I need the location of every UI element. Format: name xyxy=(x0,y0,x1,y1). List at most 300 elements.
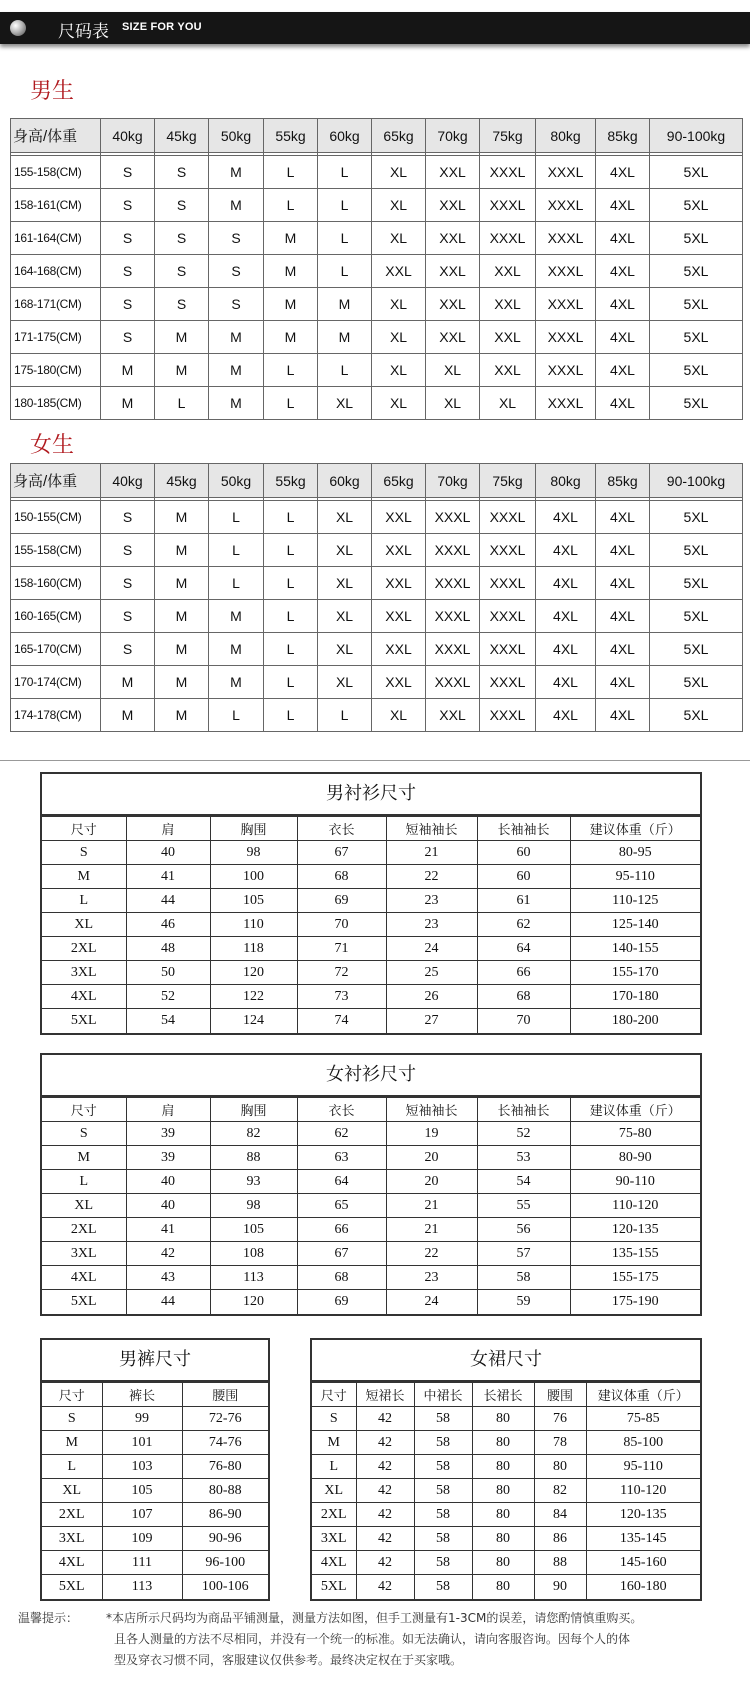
table-cell: 90-110 xyxy=(570,1170,700,1194)
table-cell: 80 xyxy=(472,1407,534,1431)
table-cell: 111 xyxy=(102,1551,182,1575)
table-cell: 80 xyxy=(472,1479,534,1503)
column-header: 尺寸 xyxy=(42,1098,126,1122)
table-cell: XXL xyxy=(372,534,426,567)
table-cell: L xyxy=(312,1455,356,1479)
row-label: 161-164(CM) xyxy=(11,222,101,255)
table-cell: XL xyxy=(42,1479,102,1503)
table-cell: S xyxy=(155,288,209,321)
row-label: 165-170(CM) xyxy=(11,633,101,666)
table-cell: 5XL xyxy=(42,1009,126,1033)
table-cell: 110-120 xyxy=(570,1194,700,1218)
table-cell: 61 xyxy=(477,889,570,913)
table-row xyxy=(42,1242,700,1266)
table-cell: XXXL xyxy=(480,633,536,666)
table-row xyxy=(42,1551,268,1575)
male-size-table xyxy=(10,118,743,420)
table-row xyxy=(11,156,743,189)
table-cell: 42 xyxy=(356,1551,414,1575)
table-row xyxy=(42,985,700,1009)
table-cell: 67 xyxy=(297,1242,386,1266)
table-cell: 5XL xyxy=(650,189,743,222)
table-cell: XXXL xyxy=(536,156,596,189)
table-cell: 80 xyxy=(472,1503,534,1527)
table-cell: 62 xyxy=(477,913,570,937)
table-cell: 170-180 xyxy=(570,985,700,1009)
table-row xyxy=(11,255,743,288)
table-cell: 3XL xyxy=(42,1527,102,1551)
table-cell: 58 xyxy=(477,1266,570,1290)
table-cell: XL xyxy=(372,354,426,387)
table-cell: 5XL xyxy=(650,255,743,288)
table-cell: 160-180 xyxy=(586,1575,700,1599)
column-header: 50kg xyxy=(209,119,264,153)
table-cell: M xyxy=(264,288,318,321)
table-cell: 110-125 xyxy=(570,889,700,913)
column-header: 短裙长 xyxy=(356,1383,414,1407)
table-row xyxy=(42,1503,268,1527)
table-cell: 4XL xyxy=(536,567,596,600)
table-row xyxy=(11,600,743,633)
male-pants-title: 男裤尺寸 xyxy=(42,1340,268,1382)
table-cell: 68 xyxy=(297,865,386,889)
table-row xyxy=(42,1009,700,1033)
table-cell: M xyxy=(42,1431,102,1455)
female-shirt-title: 女衬衫尺寸 xyxy=(42,1055,700,1097)
table-cell: 5XL xyxy=(650,534,743,567)
table-cell: 76-80 xyxy=(182,1455,268,1479)
table-cell: 4XL xyxy=(596,321,650,354)
column-header: 40kg xyxy=(101,464,155,498)
table-cell: 125-140 xyxy=(570,913,700,937)
table-cell: 20 xyxy=(386,1146,477,1170)
table-row xyxy=(42,1407,268,1431)
table-cell: 22 xyxy=(386,865,477,889)
table-row xyxy=(42,1170,700,1194)
table-cell: 66 xyxy=(477,961,570,985)
table-cell: 42 xyxy=(356,1479,414,1503)
table-cell: 107 xyxy=(102,1503,182,1527)
table-cell: 4XL xyxy=(596,354,650,387)
table-cell: XXXL xyxy=(536,189,596,222)
table-row xyxy=(11,387,743,420)
table-cell: 100 xyxy=(210,865,297,889)
table-cell: L xyxy=(318,699,372,732)
row-label: 174-178(CM) xyxy=(11,699,101,732)
column-header: 肩 xyxy=(126,817,210,841)
table-cell: XL xyxy=(42,913,126,937)
table-cell: 95-110 xyxy=(586,1455,700,1479)
table-row xyxy=(11,534,743,567)
column-header: 尺寸 xyxy=(42,817,126,841)
table-cell: XL xyxy=(318,501,372,534)
table-cell: 100-106 xyxy=(182,1575,268,1599)
column-header: 中裙长 xyxy=(414,1383,472,1407)
table-cell: 4XL xyxy=(536,699,596,732)
table-cell: 109 xyxy=(102,1527,182,1551)
table-cell: 4XL xyxy=(536,666,596,699)
table-cell: XXL xyxy=(426,222,480,255)
table-cell: 21 xyxy=(386,1194,477,1218)
table-cell: S xyxy=(155,156,209,189)
table-cell: L xyxy=(264,633,318,666)
column-header: 建议体重（斤） xyxy=(570,1098,700,1122)
table-cell: 80 xyxy=(472,1575,534,1599)
table-row xyxy=(42,889,700,913)
table-cell: 4XL xyxy=(42,1266,126,1290)
table-cell: L xyxy=(318,354,372,387)
table-cell: XXXL xyxy=(480,189,536,222)
table-row xyxy=(312,1575,700,1599)
table-cell: 42 xyxy=(356,1431,414,1455)
table-row xyxy=(11,354,743,387)
table-cell: 88 xyxy=(534,1551,586,1575)
table-cell: 74-76 xyxy=(182,1431,268,1455)
table-cell: 40 xyxy=(126,1194,210,1218)
table-cell: 48 xyxy=(126,937,210,961)
table-cell: 64 xyxy=(477,937,570,961)
table-cell: L xyxy=(209,699,264,732)
table-cell: 105 xyxy=(102,1479,182,1503)
table-cell: XL xyxy=(42,1194,126,1218)
table-cell: 5XL xyxy=(650,387,743,420)
table-cell: 90 xyxy=(534,1575,586,1599)
table-cell: 110-120 xyxy=(586,1479,700,1503)
table-cell: 58 xyxy=(414,1431,472,1455)
table-cell: 24 xyxy=(386,1290,477,1314)
column-header: 腰围 xyxy=(182,1383,268,1407)
table-cell: M xyxy=(155,567,209,600)
table-cell: 70 xyxy=(477,1009,570,1033)
table-cell: 64 xyxy=(297,1170,386,1194)
table-cell: 4XL xyxy=(596,567,650,600)
table-cell: 4XL xyxy=(536,534,596,567)
male-shirt-title: 男衬衫尺寸 xyxy=(42,774,700,816)
row-label: 158-160(CM) xyxy=(11,567,101,600)
table-cell: XXL xyxy=(372,501,426,534)
column-header: 45kg xyxy=(155,119,209,153)
table-cell: M xyxy=(209,354,264,387)
table-cell: 80 xyxy=(534,1455,586,1479)
column-header: 短袖袖长 xyxy=(386,1098,477,1122)
table-row xyxy=(42,1218,700,1242)
table-cell: M xyxy=(155,699,209,732)
table-cell: XXXL xyxy=(480,501,536,534)
table-cell: S xyxy=(101,255,155,288)
notice-line: 型及穿衣习惯不同，客服建议仅供参考。最终决定权在于买家哦。 xyxy=(114,1653,463,1667)
table-header-row xyxy=(42,817,700,841)
table-cell: XXXL xyxy=(426,666,480,699)
table-row xyxy=(42,1527,268,1551)
table-cell: 23 xyxy=(386,889,477,913)
table-cell: 135-145 xyxy=(586,1527,700,1551)
notice-line: 且各人测量的方法不尽相同，并没有一个统一的标准。如无法确认，请向客服咨询。因每个人的体 xyxy=(114,1632,631,1646)
table-cell: M xyxy=(155,321,209,354)
table-row xyxy=(11,633,743,666)
table-cell: L xyxy=(264,189,318,222)
table-cell: 5XL xyxy=(42,1575,102,1599)
table-cell: 68 xyxy=(477,985,570,1009)
bullet-icon xyxy=(10,20,26,36)
column-header: 身高/体重 xyxy=(11,119,101,153)
table-cell: XL xyxy=(426,387,480,420)
table-cell: 101 xyxy=(102,1431,182,1455)
table-cell: M xyxy=(155,354,209,387)
table-row xyxy=(42,1122,700,1146)
table-cell: 54 xyxy=(477,1170,570,1194)
table-cell: L xyxy=(264,387,318,420)
table-cell: 5XL xyxy=(650,354,743,387)
column-header: 80kg xyxy=(536,464,596,498)
table-cell: 4XL xyxy=(596,534,650,567)
table-cell: S xyxy=(101,600,155,633)
table-cell: 19 xyxy=(386,1122,477,1146)
table-cell: 4XL xyxy=(312,1551,356,1575)
table-cell: 43 xyxy=(126,1266,210,1290)
table-cell: XXXL xyxy=(536,255,596,288)
table-cell: 27 xyxy=(386,1009,477,1033)
table-cell: S xyxy=(155,222,209,255)
table-cell: 42 xyxy=(356,1455,414,1479)
table-cell: XXL xyxy=(426,321,480,354)
table-cell: 2XL xyxy=(42,1218,126,1242)
table-cell: XL xyxy=(372,156,426,189)
table-cell: 59 xyxy=(477,1290,570,1314)
table-cell: S xyxy=(101,288,155,321)
table-cell: 4XL xyxy=(536,501,596,534)
table-cell: 20 xyxy=(386,1170,477,1194)
table-cell: 5XL xyxy=(650,156,743,189)
table-cell: 80-90 xyxy=(570,1146,700,1170)
table-cell: 67 xyxy=(297,841,386,865)
table-row xyxy=(312,1551,700,1575)
table-cell: 120-135 xyxy=(586,1503,700,1527)
table-cell: 5XL xyxy=(650,288,743,321)
table-cell: 74 xyxy=(297,1009,386,1033)
table-cell: S xyxy=(101,222,155,255)
table-cell: XL xyxy=(318,567,372,600)
table-cell: XXXL xyxy=(426,534,480,567)
header-bar xyxy=(0,12,750,44)
table-cell: XXL xyxy=(480,321,536,354)
male-pants-table xyxy=(40,1338,270,1601)
table-cell: L xyxy=(42,1455,102,1479)
table-cell: 63 xyxy=(297,1146,386,1170)
table-cell: 62 xyxy=(297,1122,386,1146)
table-cell: 42 xyxy=(356,1527,414,1551)
table-cell: 113 xyxy=(210,1266,297,1290)
table-cell: M xyxy=(209,156,264,189)
table-cell: 72-76 xyxy=(182,1407,268,1431)
row-label: 155-158(CM) xyxy=(11,156,101,189)
table-cell: 93 xyxy=(210,1170,297,1194)
row-label: 168-171(CM) xyxy=(11,288,101,321)
table-cell: 22 xyxy=(386,1242,477,1266)
table-cell: XXL xyxy=(426,189,480,222)
column-header: 55kg xyxy=(264,119,318,153)
column-header: 75kg xyxy=(480,119,536,153)
table-cell: 42 xyxy=(356,1407,414,1431)
table-cell: XL xyxy=(480,387,536,420)
table-cell: S xyxy=(101,321,155,354)
table-cell: 80-88 xyxy=(182,1479,268,1503)
table-cell: M xyxy=(312,1431,356,1455)
table-cell: L xyxy=(264,534,318,567)
table-cell: 41 xyxy=(126,865,210,889)
table-cell: 5XL xyxy=(312,1575,356,1599)
table-cell: XXXL xyxy=(536,222,596,255)
table-cell: M xyxy=(101,699,155,732)
table-header-row xyxy=(42,1383,268,1407)
table-cell: 155-170 xyxy=(570,961,700,985)
table-cell: L xyxy=(318,255,372,288)
table-cell: 120-135 xyxy=(570,1218,700,1242)
table-cell: L xyxy=(264,699,318,732)
table-cell: 180-200 xyxy=(570,1009,700,1033)
table-cell: M xyxy=(318,321,372,354)
column-header: 75kg xyxy=(480,464,536,498)
table-cell: 80 xyxy=(472,1551,534,1575)
table-cell: XL xyxy=(318,633,372,666)
row-label: 171-175(CM) xyxy=(11,321,101,354)
table-cell: XXL xyxy=(426,156,480,189)
table-cell: XL xyxy=(372,321,426,354)
table-cell: 80 xyxy=(472,1455,534,1479)
table-cell: 4XL xyxy=(596,189,650,222)
table-cell: 82 xyxy=(210,1122,297,1146)
table-cell: 135-155 xyxy=(570,1242,700,1266)
page-title: 尺码表 xyxy=(58,22,109,42)
female-shirt-table xyxy=(40,1053,702,1316)
table-cell: 4XL xyxy=(596,222,650,255)
table-cell: XXXL xyxy=(426,567,480,600)
table-cell: S xyxy=(101,633,155,666)
table-header-row xyxy=(312,1383,700,1407)
table-cell: XL xyxy=(372,222,426,255)
table-cell: 118 xyxy=(210,937,297,961)
table-cell: M xyxy=(264,222,318,255)
column-header: 55kg xyxy=(264,464,318,498)
table-cell: 5XL xyxy=(42,1290,126,1314)
table-cell: XXXL xyxy=(536,288,596,321)
column-header: 长袖袖长 xyxy=(477,817,570,841)
row-label: 180-185(CM) xyxy=(11,387,101,420)
table-cell: 84 xyxy=(534,1503,586,1527)
table-cell: 52 xyxy=(477,1122,570,1146)
table-cell: 40 xyxy=(126,1170,210,1194)
table-cell: XL xyxy=(372,387,426,420)
table-row xyxy=(312,1407,700,1431)
table-cell: 5XL xyxy=(650,222,743,255)
table-cell: 2XL xyxy=(312,1503,356,1527)
table-cell: M xyxy=(209,600,264,633)
table-cell: L xyxy=(264,666,318,699)
table-cell: L xyxy=(264,600,318,633)
row-label: 164-168(CM) xyxy=(11,255,101,288)
table-cell: 71 xyxy=(297,937,386,961)
table-cell: L xyxy=(318,189,372,222)
table-cell: XL xyxy=(426,354,480,387)
table-cell: 90-96 xyxy=(182,1527,268,1551)
table-row xyxy=(42,1479,268,1503)
table-cell: M xyxy=(155,501,209,534)
table-cell: 105 xyxy=(210,889,297,913)
table-cell: 98 xyxy=(210,1194,297,1218)
table-cell: XXL xyxy=(372,255,426,288)
table-cell: 120 xyxy=(210,961,297,985)
table-cell: 4XL xyxy=(596,600,650,633)
table-cell: 25 xyxy=(386,961,477,985)
table-cell: 70 xyxy=(297,913,386,937)
table-cell: 5XL xyxy=(650,633,743,666)
table-row xyxy=(11,699,743,732)
table-cell: S xyxy=(312,1407,356,1431)
column-header: 45kg xyxy=(155,464,209,498)
table-cell: 4XL xyxy=(536,600,596,633)
table-cell: 42 xyxy=(356,1575,414,1599)
table-cell: XL xyxy=(318,666,372,699)
column-header: 裤长 xyxy=(102,1383,182,1407)
table-row xyxy=(42,841,700,865)
table-cell: 95-110 xyxy=(570,865,700,889)
column-header: 长裙长 xyxy=(472,1383,534,1407)
table-cell: XXXL xyxy=(536,354,596,387)
table-cell: 4XL xyxy=(596,255,650,288)
table-cell: S xyxy=(155,255,209,288)
column-header: 胸围 xyxy=(210,1098,297,1122)
table-cell: XXXL xyxy=(536,387,596,420)
column-header: 85kg xyxy=(596,119,650,153)
table-cell: XXXL xyxy=(480,534,536,567)
table-cell: 98 xyxy=(210,841,297,865)
table-cell: S xyxy=(42,1122,126,1146)
female-size-table xyxy=(10,463,743,732)
table-cell: XXXL xyxy=(536,321,596,354)
table-cell: XXL xyxy=(372,567,426,600)
table-cell: L xyxy=(264,567,318,600)
table-cell: XXXL xyxy=(480,567,536,600)
table-cell: 69 xyxy=(297,1290,386,1314)
column-header: 尺寸 xyxy=(42,1383,102,1407)
column-header: 腰围 xyxy=(534,1383,586,1407)
table-cell: 39 xyxy=(126,1122,210,1146)
table-cell: XXXL xyxy=(480,222,536,255)
table-row xyxy=(11,321,743,354)
table-cell: 44 xyxy=(126,889,210,913)
table-row xyxy=(11,222,743,255)
table-cell: L xyxy=(318,222,372,255)
table-cell: 4XL xyxy=(596,633,650,666)
table-cell: L xyxy=(209,567,264,600)
table-cell: 40 xyxy=(126,841,210,865)
table-cell: 66 xyxy=(297,1218,386,1242)
row-label: 158-161(CM) xyxy=(11,189,101,222)
column-header: 肩 xyxy=(126,1098,210,1122)
table-cell: 3XL xyxy=(42,961,126,985)
table-cell: XL xyxy=(372,699,426,732)
table-cell: XXL xyxy=(426,699,480,732)
table-cell: 5XL xyxy=(650,666,743,699)
table-cell: XXXL xyxy=(480,666,536,699)
table-cell: M xyxy=(209,666,264,699)
table-cell: 4XL xyxy=(42,1551,102,1575)
table-cell: M xyxy=(101,354,155,387)
table-cell: 57 xyxy=(477,1242,570,1266)
table-cell: 3XL xyxy=(42,1242,126,1266)
table-cell: 58 xyxy=(414,1575,472,1599)
table-cell: S xyxy=(101,189,155,222)
table-cell: 2XL xyxy=(42,1503,102,1527)
